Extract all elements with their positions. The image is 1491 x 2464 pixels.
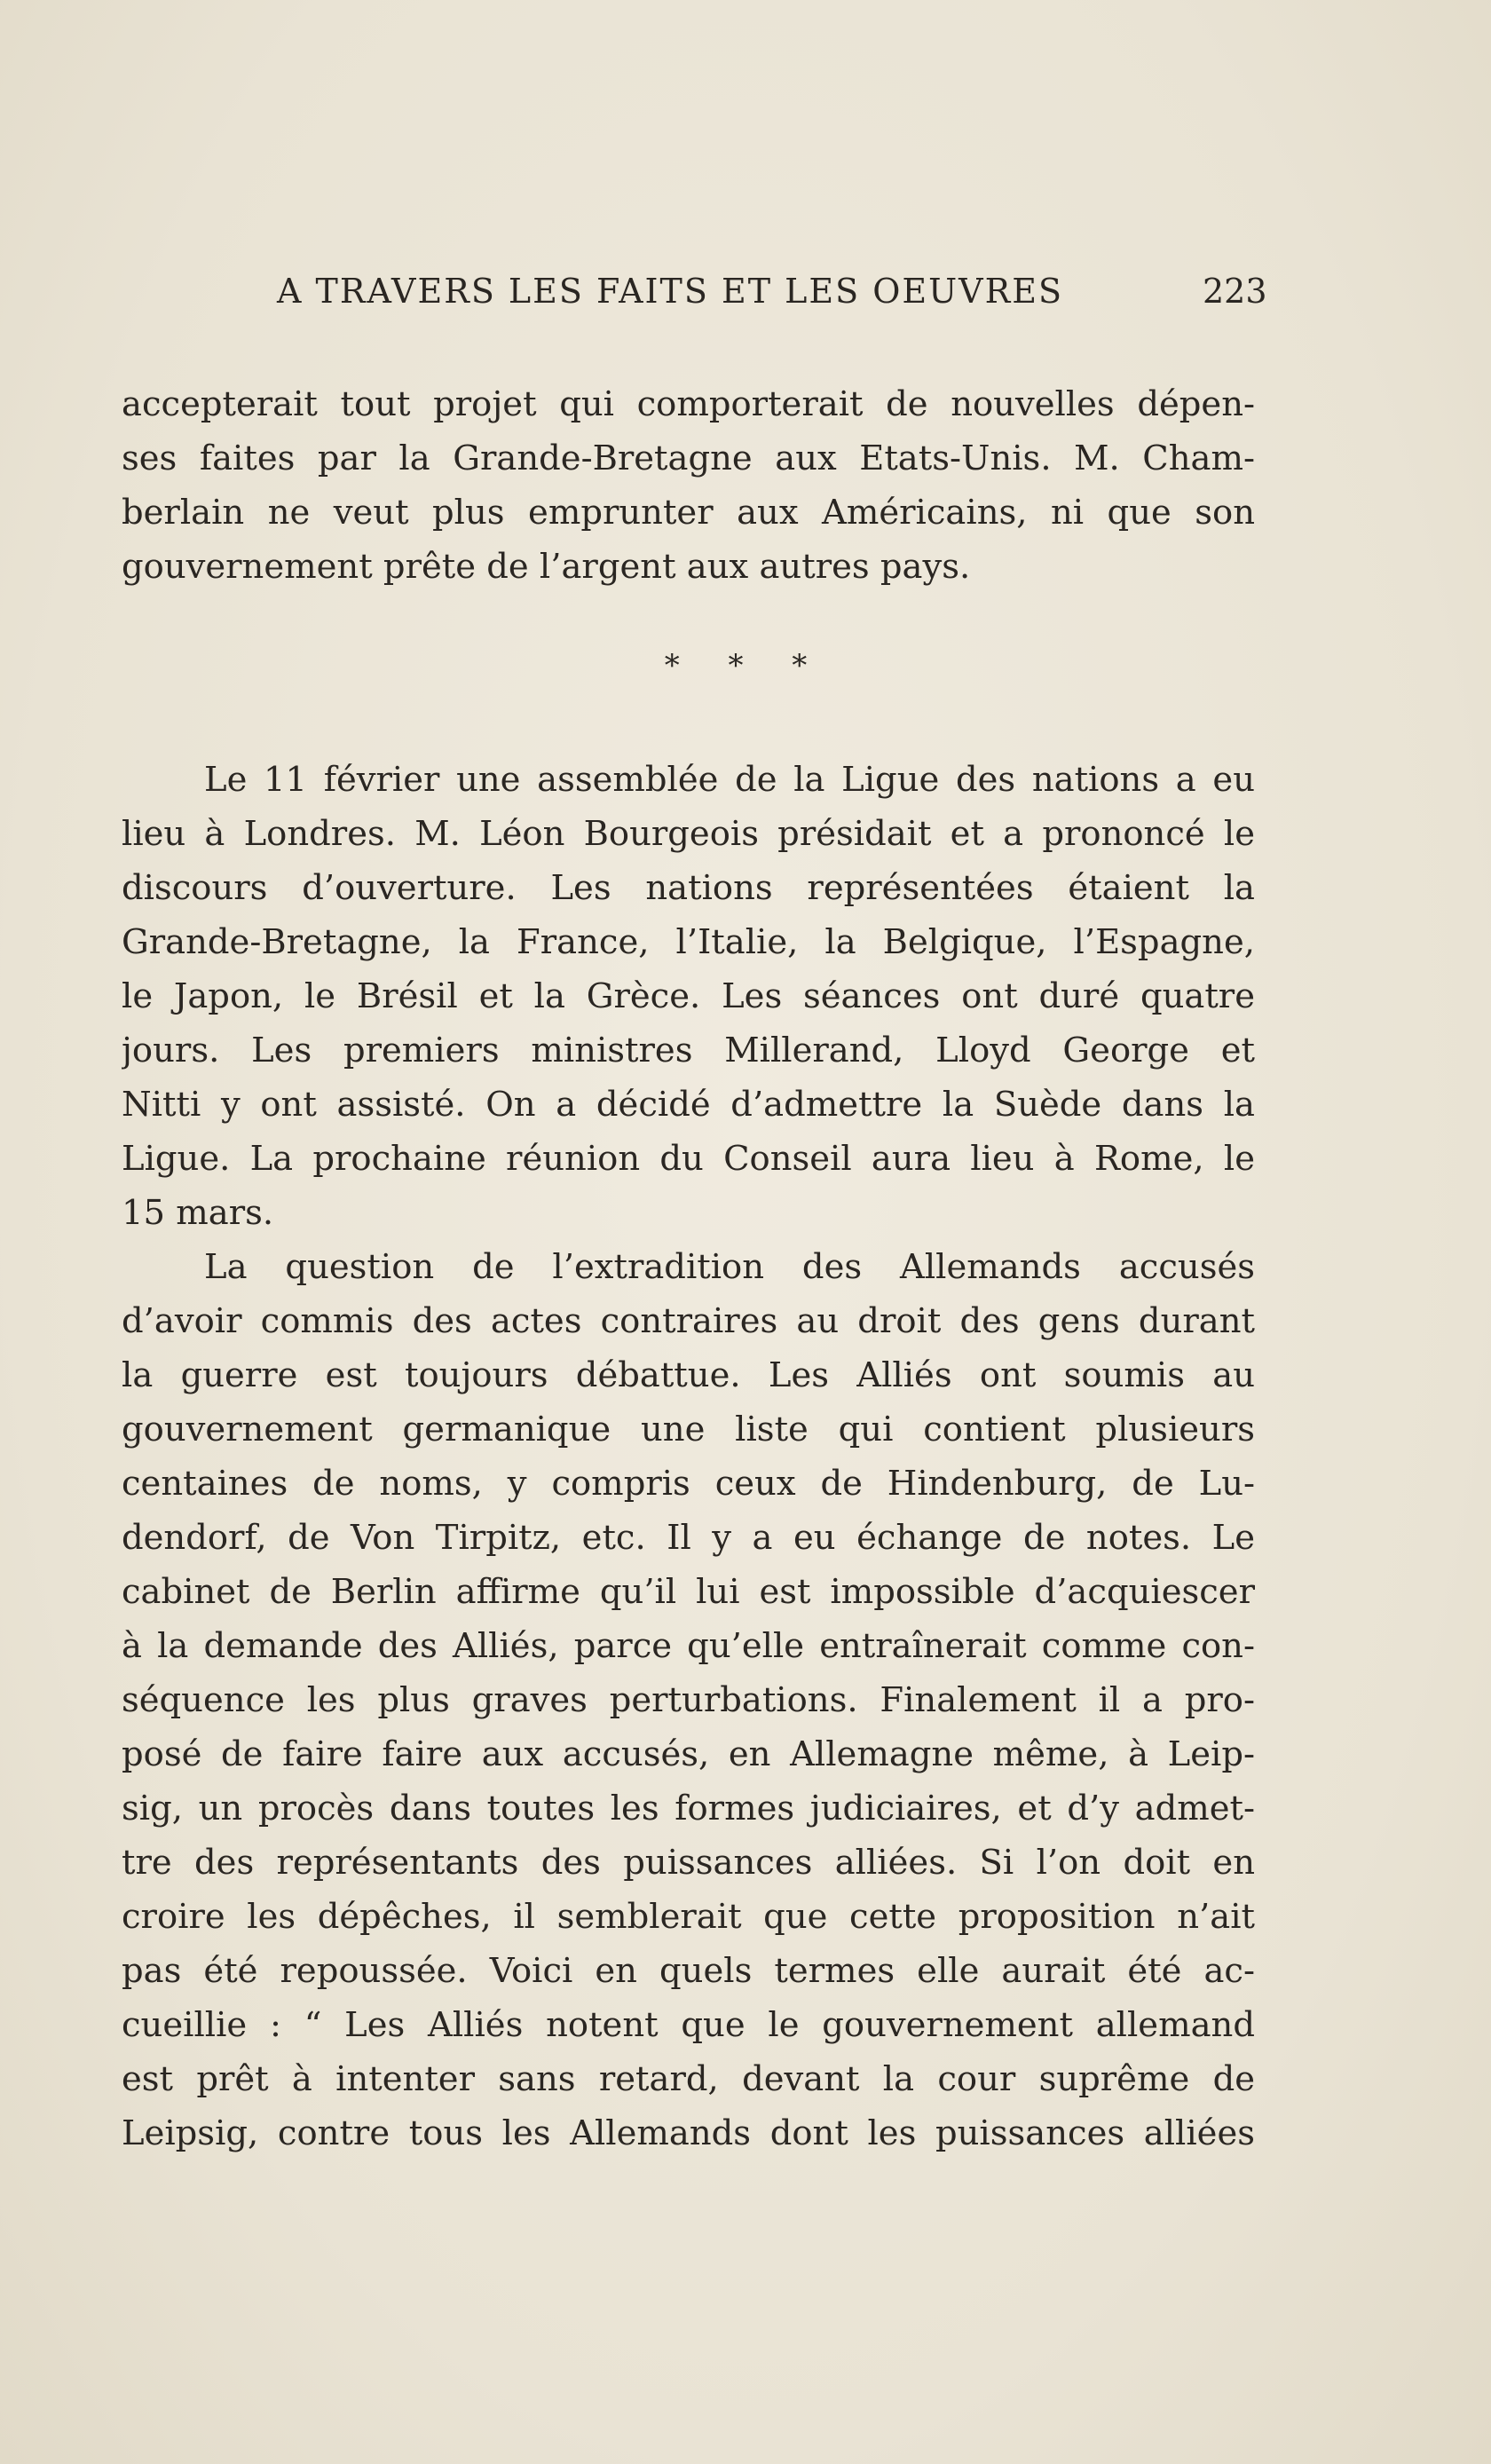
text-line: ses faites par la Grande-Bretagne aux Etats-Unis. M. Cham- bbox=[122, 438, 1255, 478]
text-line: cabinet de Berlin affirme qu’il lui est impossible d’acquiescer bbox=[122, 1572, 1255, 1612]
text-line: à la demande des Alliés, parce qu’elle entraînerait comme con- bbox=[122, 1626, 1255, 1666]
text-line: d’avoir commis des actes contraires au droit des gens durant bbox=[122, 1301, 1255, 1341]
text-line: 15 mars. bbox=[122, 1193, 274, 1233]
text-line: la guerre est toujours débattue. Les Alliés ont soumis au bbox=[122, 1355, 1255, 1395]
text-line: tre des représentants des puissances alliées. Si l’on doit en bbox=[122, 1843, 1255, 1883]
text-line: dendorf, de Von Tirpitz, etc. Il y a eu échange de notes. Le bbox=[122, 1518, 1255, 1558]
text-line: Le 11 février une assemblée de la Ligue des nations a eu bbox=[204, 760, 1255, 800]
text-line: berlain ne veut plus emprunter aux Américains, ni que son bbox=[122, 493, 1255, 533]
text-line: le Japon, le Brésil et la Grèce. Les séances ont duré quatre bbox=[122, 976, 1255, 1016]
text-line: est prêt à intenter sans retard, devant la cour suprême de bbox=[122, 2059, 1255, 2099]
text-line: La question de l’extradition des Allemands accusés bbox=[204, 1247, 1255, 1287]
text-line: centaines de noms, y compris ceux de Hindenburg, de Lu- bbox=[122, 1464, 1255, 1504]
text-line: croire les dépêches, il semblerait que cette proposition n’ait bbox=[122, 1897, 1255, 1937]
text-line: sig, un procès dans toutes les formes judiciaires, et d’y admet- bbox=[122, 1789, 1255, 1828]
text-line: séquence les plus graves perturbations. Finalement il a pro- bbox=[122, 1680, 1255, 1720]
text-line: lieu à Londres. M. Léon Bourgeois présidait et a prononcé le bbox=[122, 814, 1255, 854]
text-line: accepterait tout projet qui comporterait de nouvelles dépen- bbox=[122, 384, 1255, 424]
text-line: Leipsig, contre tous les Allemands dont les puissances alliées bbox=[122, 2113, 1255, 2153]
page-header bbox=[0, 272, 1491, 325]
section-separator: * * * bbox=[664, 648, 827, 683]
text-line: gouvernement germanique une liste qui contient plusieurs bbox=[122, 1410, 1255, 1449]
text-line: Nitti y ont assisté. On a décidé d’admettre la Suède dans la bbox=[122, 1085, 1255, 1125]
text-line: discours d’ouverture. Les nations représentées étaient la bbox=[122, 868, 1255, 908]
text-line: cueillie : “ Les Alliés notent que le gouvernement allemand bbox=[122, 2005, 1255, 2045]
paragraph-2 bbox=[122, 753, 1255, 1240]
running-head: A TRAVERS LES FAITS ET LES OEUVRES bbox=[277, 272, 1063, 311]
text-line: Ligue. La prochaine réunion du Conseil aura lieu à Rome, le bbox=[122, 1139, 1255, 1179]
page-number: 223 bbox=[1203, 272, 1267, 311]
text-line: posé de faire faire aux accusés, en Allemagne même, à Leip- bbox=[122, 1734, 1255, 1774]
paragraph-3 bbox=[122, 1240, 1255, 2160]
paragraph-1 bbox=[122, 377, 1255, 594]
text-line: Grande-Bretagne, la France, l’Italie, la Belgique, l’Espagne, bbox=[122, 922, 1255, 962]
text-line: pas été repoussée. Voici en quels termes elle aurait été ac- bbox=[122, 1951, 1255, 1991]
text-line: jours. Les premiers ministres Millerand, Lloyd George et bbox=[122, 1031, 1255, 1070]
text-line: gouvernement prête de l’argent aux autres pays. bbox=[122, 547, 971, 587]
